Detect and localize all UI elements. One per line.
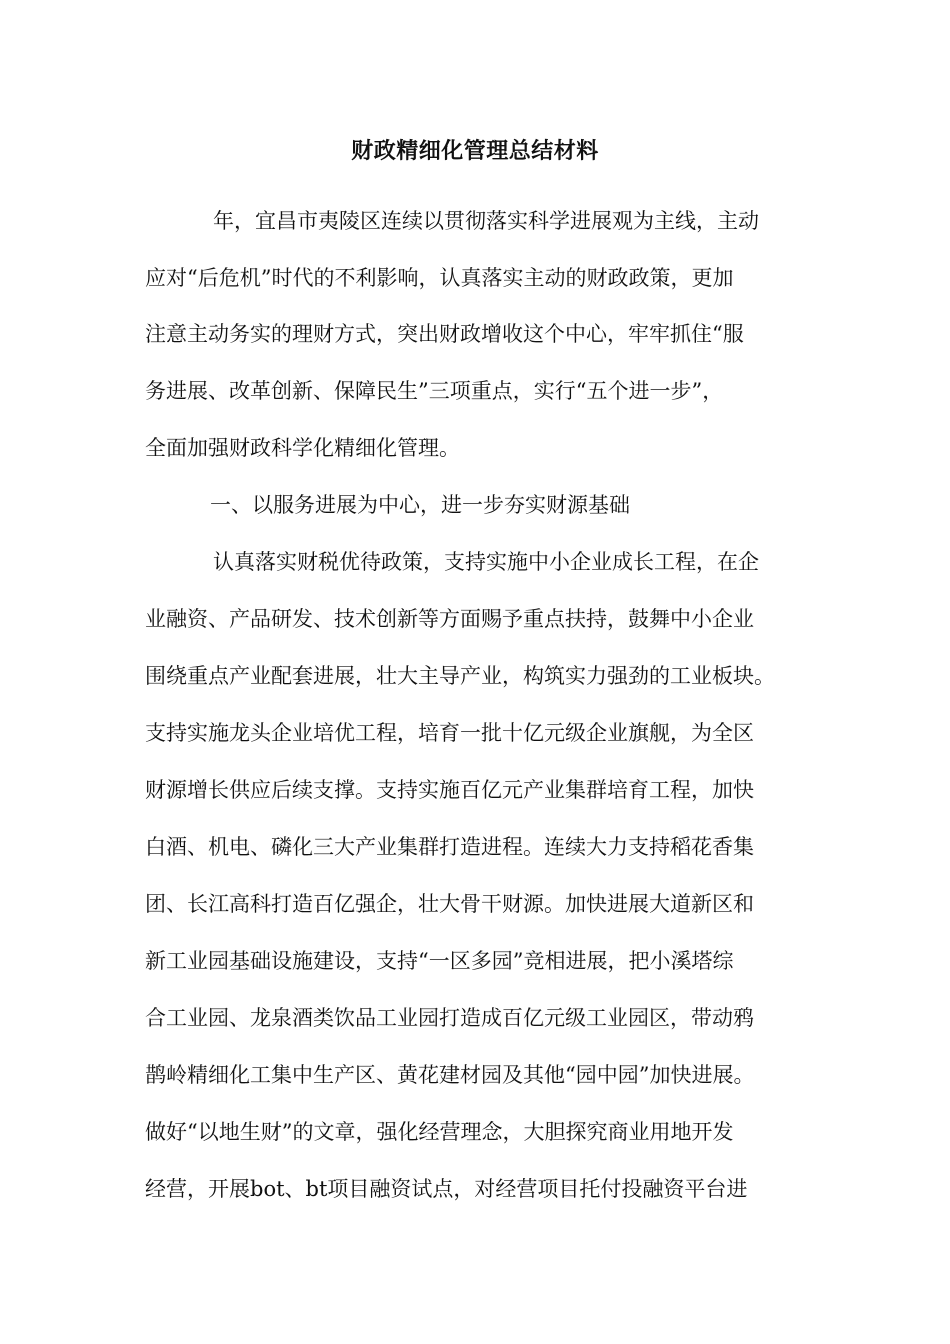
paragraph-line: 经营，开展bot、bt项目融资试点，对经营项目托付投融资平台进: [145, 1177, 748, 1201]
paragraph-line: 注意主动务实的理财方式，突出财政增收这个中心，牢牢抓住“服: [145, 322, 744, 346]
paragraph-line: 认真落实财税优待政策，支持实施中小企业成长工程，在企: [213, 550, 759, 574]
paragraph-line: 支持实施龙头企业培优工程，培育一批十亿元级企业旗舰，为全区: [145, 721, 754, 745]
paragraph-line: 业融资、产品研发、技术创新等方面赐予重点扶持，鼓舞中小企业: [145, 607, 754, 631]
document-title: 财政精细化管理总结材料: [351, 139, 599, 164]
paragraph-line: 合工业园、龙泉酒类饮品工业园打造成百亿元级工业园区，带动鸦: [145, 1006, 754, 1030]
paragraph-line: 围绕重点产业配套进展，壮大主导产业，构筑实力强劲的工业板块。: [145, 664, 775, 688]
paragraph-line: 务进展、改革创新、保障民生”三项重点，实行“五个进一步”，: [145, 379, 724, 403]
paragraph-line: 年，宜昌市夷陵区连续以贯彻落实科学进展观为主线，主动: [213, 209, 759, 233]
paragraph-line: 全面加强财政科学化精细化管理。: [145, 436, 460, 460]
section-heading: 一、以服务进展为中心，进一步夯实财源基础: [210, 493, 630, 517]
paragraph-line: 做好“以地生财”的文章，强化经营理念，大胆探究商业用地开发: [145, 1120, 734, 1144]
paragraph-line: 白酒、机电、磷化三大产业集群打造进程。连续大力支持稻花香集: [145, 835, 754, 859]
paragraph-line: 新工业园基础设施建设，支持“一区多园”竞相进展，把小溪塔综: [145, 949, 734, 973]
paragraph-line: 鹊岭精细化工集中生产区、黄花建材园及其他“园中园”加快进展。: [145, 1063, 755, 1087]
paragraph-line: 财源增长供应后续支撑。支持实施百亿元产业集群培育工程，加快: [145, 778, 754, 802]
paragraph-line: 团、长江高科打造百亿强企，壮大骨干财源。加快进展大道新区和: [145, 892, 754, 916]
paragraph-line: 应对“后危机”时代的不利影响，认真落实主动的财政政策，更加: [145, 266, 734, 290]
